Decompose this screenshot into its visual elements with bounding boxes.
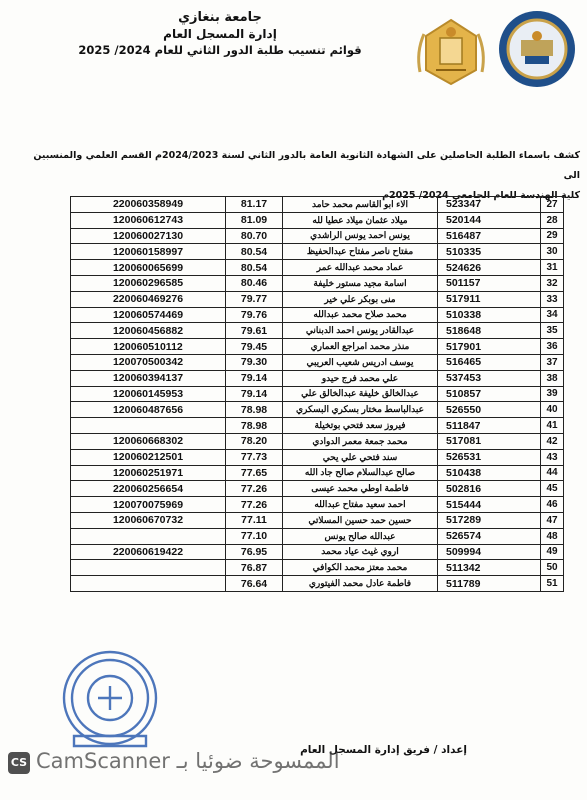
camscanner-watermark: CamScanner الممسوحة ضوئيا بـ	[36, 749, 340, 773]
table-row	[71, 291, 564, 307]
row-number-cell: 47	[541, 512, 564, 528]
row-number-cell: 43	[541, 449, 564, 465]
prepared-by: إعداد / فريق إدارة المسجل العام	[300, 744, 467, 756]
student-name-cell: الاء ابو القاسم محمد حامد	[283, 197, 438, 213]
table-row	[71, 212, 564, 228]
seat-number-cell: 526574	[438, 528, 541, 544]
table-row	[71, 370, 564, 386]
national-id-cell: 120060158997	[71, 244, 226, 260]
row-number-cell: 51	[541, 576, 564, 592]
score-cell: 80.54	[226, 244, 283, 260]
score-cell: 77.26	[226, 481, 283, 497]
student-name-cell: فيروز سعد فتحي بوتخيلة	[283, 418, 438, 434]
national-id-cell: 220060469276	[71, 291, 226, 307]
table-row	[71, 449, 564, 465]
seat-number-cell: 509994	[438, 544, 541, 560]
seat-number-cell: 526550	[438, 402, 541, 418]
seat-number-cell: 526531	[438, 449, 541, 465]
seat-number-cell: 517081	[438, 433, 541, 449]
student-name-cell: فاطمة اوطي محمد عيسى	[283, 481, 438, 497]
score-cell: 77.26	[226, 497, 283, 513]
national-id-cell: 120070075969	[71, 497, 226, 513]
seat-number-cell: 515444	[438, 497, 541, 513]
national-id-cell: 120060296585	[71, 275, 226, 291]
score-cell: 79.76	[226, 307, 283, 323]
student-name-cell: عبدالباسط مختار بسكري البسكري	[283, 402, 438, 418]
table-row	[71, 465, 564, 481]
student-name-cell: محمد صلاح محمد عبدالله	[283, 307, 438, 323]
score-cell: 79.77	[226, 291, 283, 307]
student-name-cell: يونس احمد يونس الراشدي	[283, 228, 438, 244]
national-id-cell: 120060487656	[71, 402, 226, 418]
score-cell: 79.14	[226, 386, 283, 402]
score-cell: 79.14	[226, 370, 283, 386]
student-name-cell: عبدالخالق خليفة عبدالخالق علي	[283, 386, 438, 402]
student-name-cell: محمد معتز محمد الكوافي	[283, 560, 438, 576]
national-id-cell	[71, 560, 226, 576]
seat-number-cell: 502816	[438, 481, 541, 497]
student-name-cell: علي محمد فرج حيدو	[283, 370, 438, 386]
official-stamp	[60, 646, 160, 751]
student-name-cell: منى بوبكر علي خير	[283, 291, 438, 307]
score-cell: 79.45	[226, 339, 283, 355]
seat-number-cell: 510438	[438, 465, 541, 481]
student-name-cell: حسين حمد حسين المسلاتي	[283, 512, 438, 528]
table-row	[71, 481, 564, 497]
national-id-cell: 120060394137	[71, 370, 226, 386]
row-number-cell: 27	[541, 197, 564, 213]
row-number-cell: 42	[541, 433, 564, 449]
score-cell: 80.46	[226, 275, 283, 291]
score-cell: 76.64	[226, 576, 283, 592]
national-id-cell	[71, 418, 226, 434]
student-name-cell: عبدالقادر يونس احمد الدبناني	[283, 323, 438, 339]
student-name-cell: اروي غيث عياد محمد	[283, 544, 438, 560]
score-cell: 80.54	[226, 260, 283, 276]
row-number-cell: 37	[541, 354, 564, 370]
row-number-cell: 33	[541, 291, 564, 307]
table-row	[71, 339, 564, 355]
score-cell: 76.87	[226, 560, 283, 576]
table-row	[71, 323, 564, 339]
seat-number-cell: 517289	[438, 512, 541, 528]
national-id-cell: 120060456882	[71, 323, 226, 339]
row-number-cell: 40	[541, 402, 564, 418]
table-row	[71, 544, 564, 560]
table-row	[71, 307, 564, 323]
score-cell: 80.70	[226, 228, 283, 244]
row-number-cell: 30	[541, 244, 564, 260]
table-row	[71, 354, 564, 370]
seat-number-cell: 520144	[438, 212, 541, 228]
seat-number-cell: 537453	[438, 370, 541, 386]
table-row	[71, 244, 564, 260]
score-cell: 77.65	[226, 465, 283, 481]
row-number-cell: 34	[541, 307, 564, 323]
document-header	[30, 10, 410, 58]
row-number-cell: 38	[541, 370, 564, 386]
student-name-cell: ميلاد عثمان ميلاد عطيا لله	[283, 212, 438, 228]
seat-number-cell: 524626	[438, 260, 541, 276]
table-row	[71, 275, 564, 291]
table-row	[71, 497, 564, 513]
student-name-cell: محمد جمعة معمر الدوادي	[283, 433, 438, 449]
national-id-cell: 120060574469	[71, 307, 226, 323]
camscanner-icon: CS	[8, 752, 30, 774]
seat-number-cell: 518648	[438, 323, 541, 339]
student-name-cell: منذر محمد امراجع العماري	[283, 339, 438, 355]
document-subtitle: قوائم تنسيب طلبة الدور الثاني للعام 2024/ 2025	[78, 43, 362, 57]
score-cell: 78.98	[226, 402, 283, 418]
seat-number-cell: 510335	[438, 244, 541, 260]
row-number-cell: 49	[541, 544, 564, 560]
seat-number-cell: 517901	[438, 339, 541, 355]
national-id-cell: 120060065699	[71, 260, 226, 276]
national-id-cell: 120060670732	[71, 512, 226, 528]
seat-number-cell: 511847	[438, 418, 541, 434]
student-name-cell: يوسف ادريس شعيب العريبي	[283, 354, 438, 370]
score-cell: 79.30	[226, 354, 283, 370]
registrar-logo	[410, 12, 492, 90]
table-row	[71, 576, 564, 592]
national-id-cell: 220060619422	[71, 544, 226, 560]
score-cell: 78.98	[226, 418, 283, 434]
seat-number-cell: 516465	[438, 354, 541, 370]
national-id-cell: 220060358949	[71, 197, 226, 213]
table-row	[71, 260, 564, 276]
table-row	[71, 560, 564, 576]
table-row	[71, 418, 564, 434]
national-id-cell: 120060668302	[71, 433, 226, 449]
seat-number-cell: 516487	[438, 228, 541, 244]
student-name-cell: مفتاح ناصر مفتاح عبدالحفيظ	[283, 244, 438, 260]
title-line-1: كشف باسماء الطلبة الحاصلين على الشهادة الثانوية العامة بالدور الثاني لسنة 2024/2023م القسم العلمي والمنسبين الى	[33, 150, 580, 181]
national-id-cell: 120070500342	[71, 354, 226, 370]
national-id-cell	[71, 576, 226, 592]
student-name-cell: اسامة مجيد مستور خليفة	[283, 275, 438, 291]
row-number-cell: 29	[541, 228, 564, 244]
row-number-cell: 46	[541, 497, 564, 513]
department-name: إدارة المسجل العام	[163, 27, 277, 41]
seat-number-cell: 511342	[438, 560, 541, 576]
table-row	[71, 402, 564, 418]
table-row	[71, 228, 564, 244]
score-cell: 81.09	[226, 212, 283, 228]
table-row	[71, 528, 564, 544]
score-cell: 76.95	[226, 544, 283, 560]
university-name: جامعة بنغازي	[178, 10, 262, 25]
student-name-cell: فاطمة عادل محمد الفيتوري	[283, 576, 438, 592]
student-name-cell: عماد محمد عبدالله عمر	[283, 260, 438, 276]
row-number-cell: 35	[541, 323, 564, 339]
row-number-cell: 48	[541, 528, 564, 544]
national-id-cell: 120060612743	[71, 212, 226, 228]
seat-number-cell: 523347	[438, 197, 541, 213]
student-name-cell: صالح عبدالسلام صالح جاد الله	[283, 465, 438, 481]
national-id-cell: 120060510112	[71, 339, 226, 355]
row-number-cell: 31	[541, 260, 564, 276]
seat-number-cell: 501157	[438, 275, 541, 291]
score-cell: 77.73	[226, 449, 283, 465]
row-number-cell: 41	[541, 418, 564, 434]
table-row	[71, 512, 564, 528]
row-number-cell: 45	[541, 481, 564, 497]
university-seal	[497, 6, 577, 92]
row-number-cell: 50	[541, 560, 564, 576]
score-cell: 77.11	[226, 512, 283, 528]
score-cell: 77.10	[226, 528, 283, 544]
row-number-cell: 39	[541, 386, 564, 402]
row-number-cell: 44	[541, 465, 564, 481]
seat-number-cell: 510857	[438, 386, 541, 402]
score-cell: 78.20	[226, 433, 283, 449]
national-id-cell: 120060145953	[71, 386, 226, 402]
students-table	[70, 196, 564, 592]
title-line-2: كلية الهندسة للعام الجامعي 2024/ 2025م	[382, 190, 580, 201]
national-id-cell: 120060212501	[71, 449, 226, 465]
row-number-cell: 36	[541, 339, 564, 355]
score-cell: 79.61	[226, 323, 283, 339]
table-row	[71, 433, 564, 449]
national-id-cell: 220060256654	[71, 481, 226, 497]
national-id-cell: 120060027130	[71, 228, 226, 244]
student-name-cell: سند فتحي علي يحي	[283, 449, 438, 465]
table-row	[71, 197, 564, 213]
seat-number-cell: 517911	[438, 291, 541, 307]
score-cell: 81.17	[226, 197, 283, 213]
seat-number-cell: 510338	[438, 307, 541, 323]
row-number-cell: 28	[541, 212, 564, 228]
row-number-cell: 32	[541, 275, 564, 291]
national-id-cell: 120060251971	[71, 465, 226, 481]
table-row	[71, 386, 564, 402]
national-id-cell	[71, 528, 226, 544]
student-name-cell: احمد سعيد مفتاح عبدالله	[283, 497, 438, 513]
student-name-cell: عبدالله صالح يونس	[283, 528, 438, 544]
seat-number-cell: 511789	[438, 576, 541, 592]
